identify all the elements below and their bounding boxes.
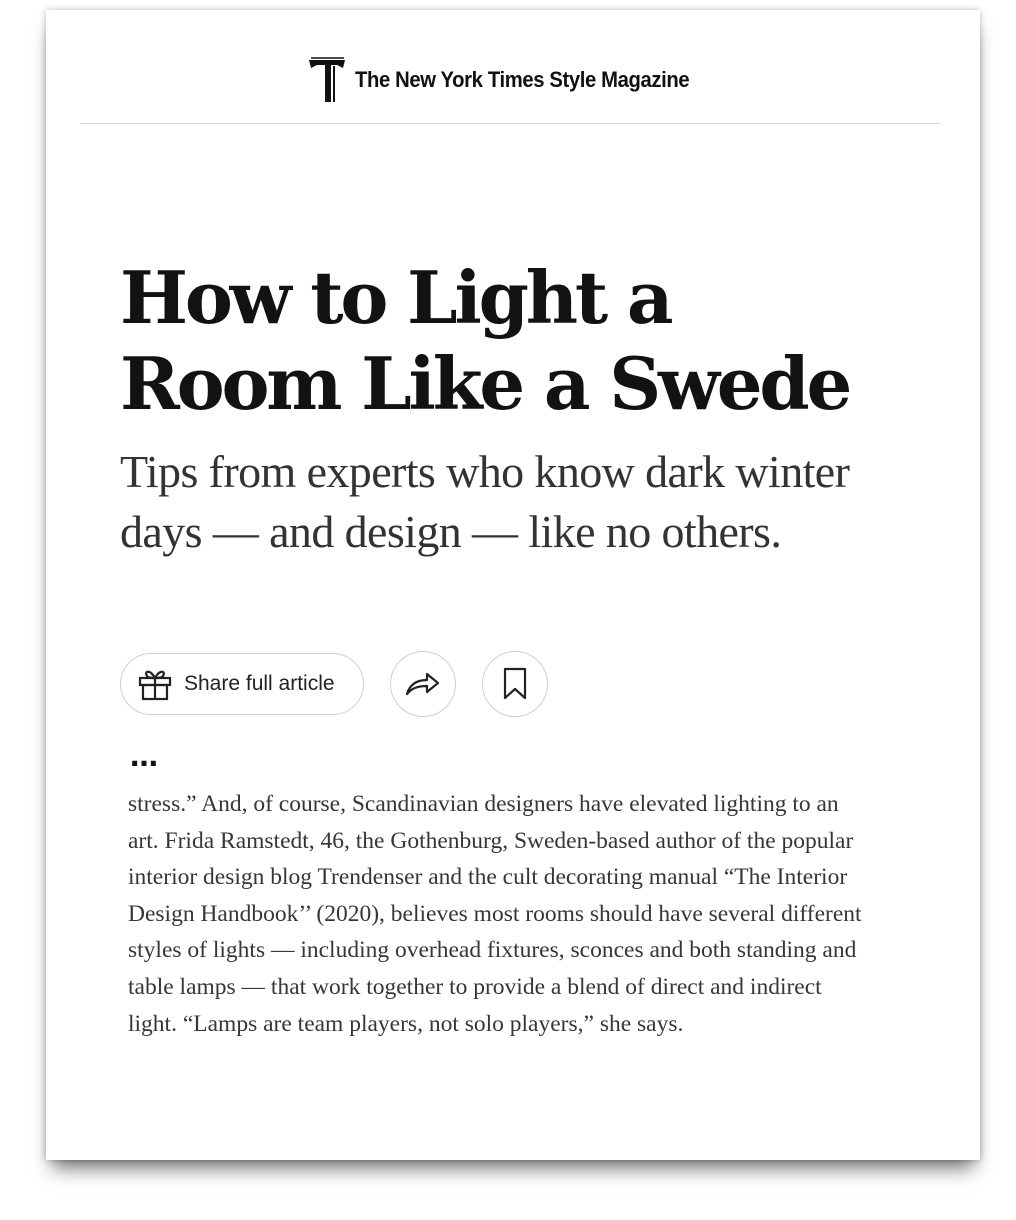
article-headline: How to Light a Room Like a Swede	[120, 255, 850, 426]
share-full-article-button[interactable]	[120, 653, 364, 715]
share-arrow-icon	[404, 669, 442, 699]
truncation-ellipsis: …	[130, 740, 160, 773]
t-magazine-logo-icon	[307, 56, 347, 104]
header-divider	[80, 123, 940, 124]
brand-name: The New York Times Style Magazine	[355, 67, 690, 92]
save-bookmark-button[interactable]	[482, 651, 548, 717]
gift-icon	[136, 665, 174, 703]
share-button[interactable]	[390, 651, 456, 717]
masthead[interactable]	[46, 50, 980, 110]
share-button-label: Share full article	[184, 672, 335, 695]
bookmark-icon	[502, 667, 528, 701]
article-body-paragraph: stress.” And, of course, Scandinavian designers have elevated lighting to an art. Frida Ramstedt, 46, the Gothenburg, Sweden-based author of the popular interior design blog Trendenser and the cult decorating manual “The Interior Design Handbook’’ (2020), believes most rooms should have several different styles of lights — including overhead fixtures, sconces and both standing and table lamps — that work together to provide a blend of direct and indirect light. “Lamps are team players, not solo players,” she says.	[128, 791, 862, 1037]
article-summary: Tips from experts who know dark winter days — and design — like no others.	[120, 446, 850, 557]
article-page	[46, 10, 980, 1160]
